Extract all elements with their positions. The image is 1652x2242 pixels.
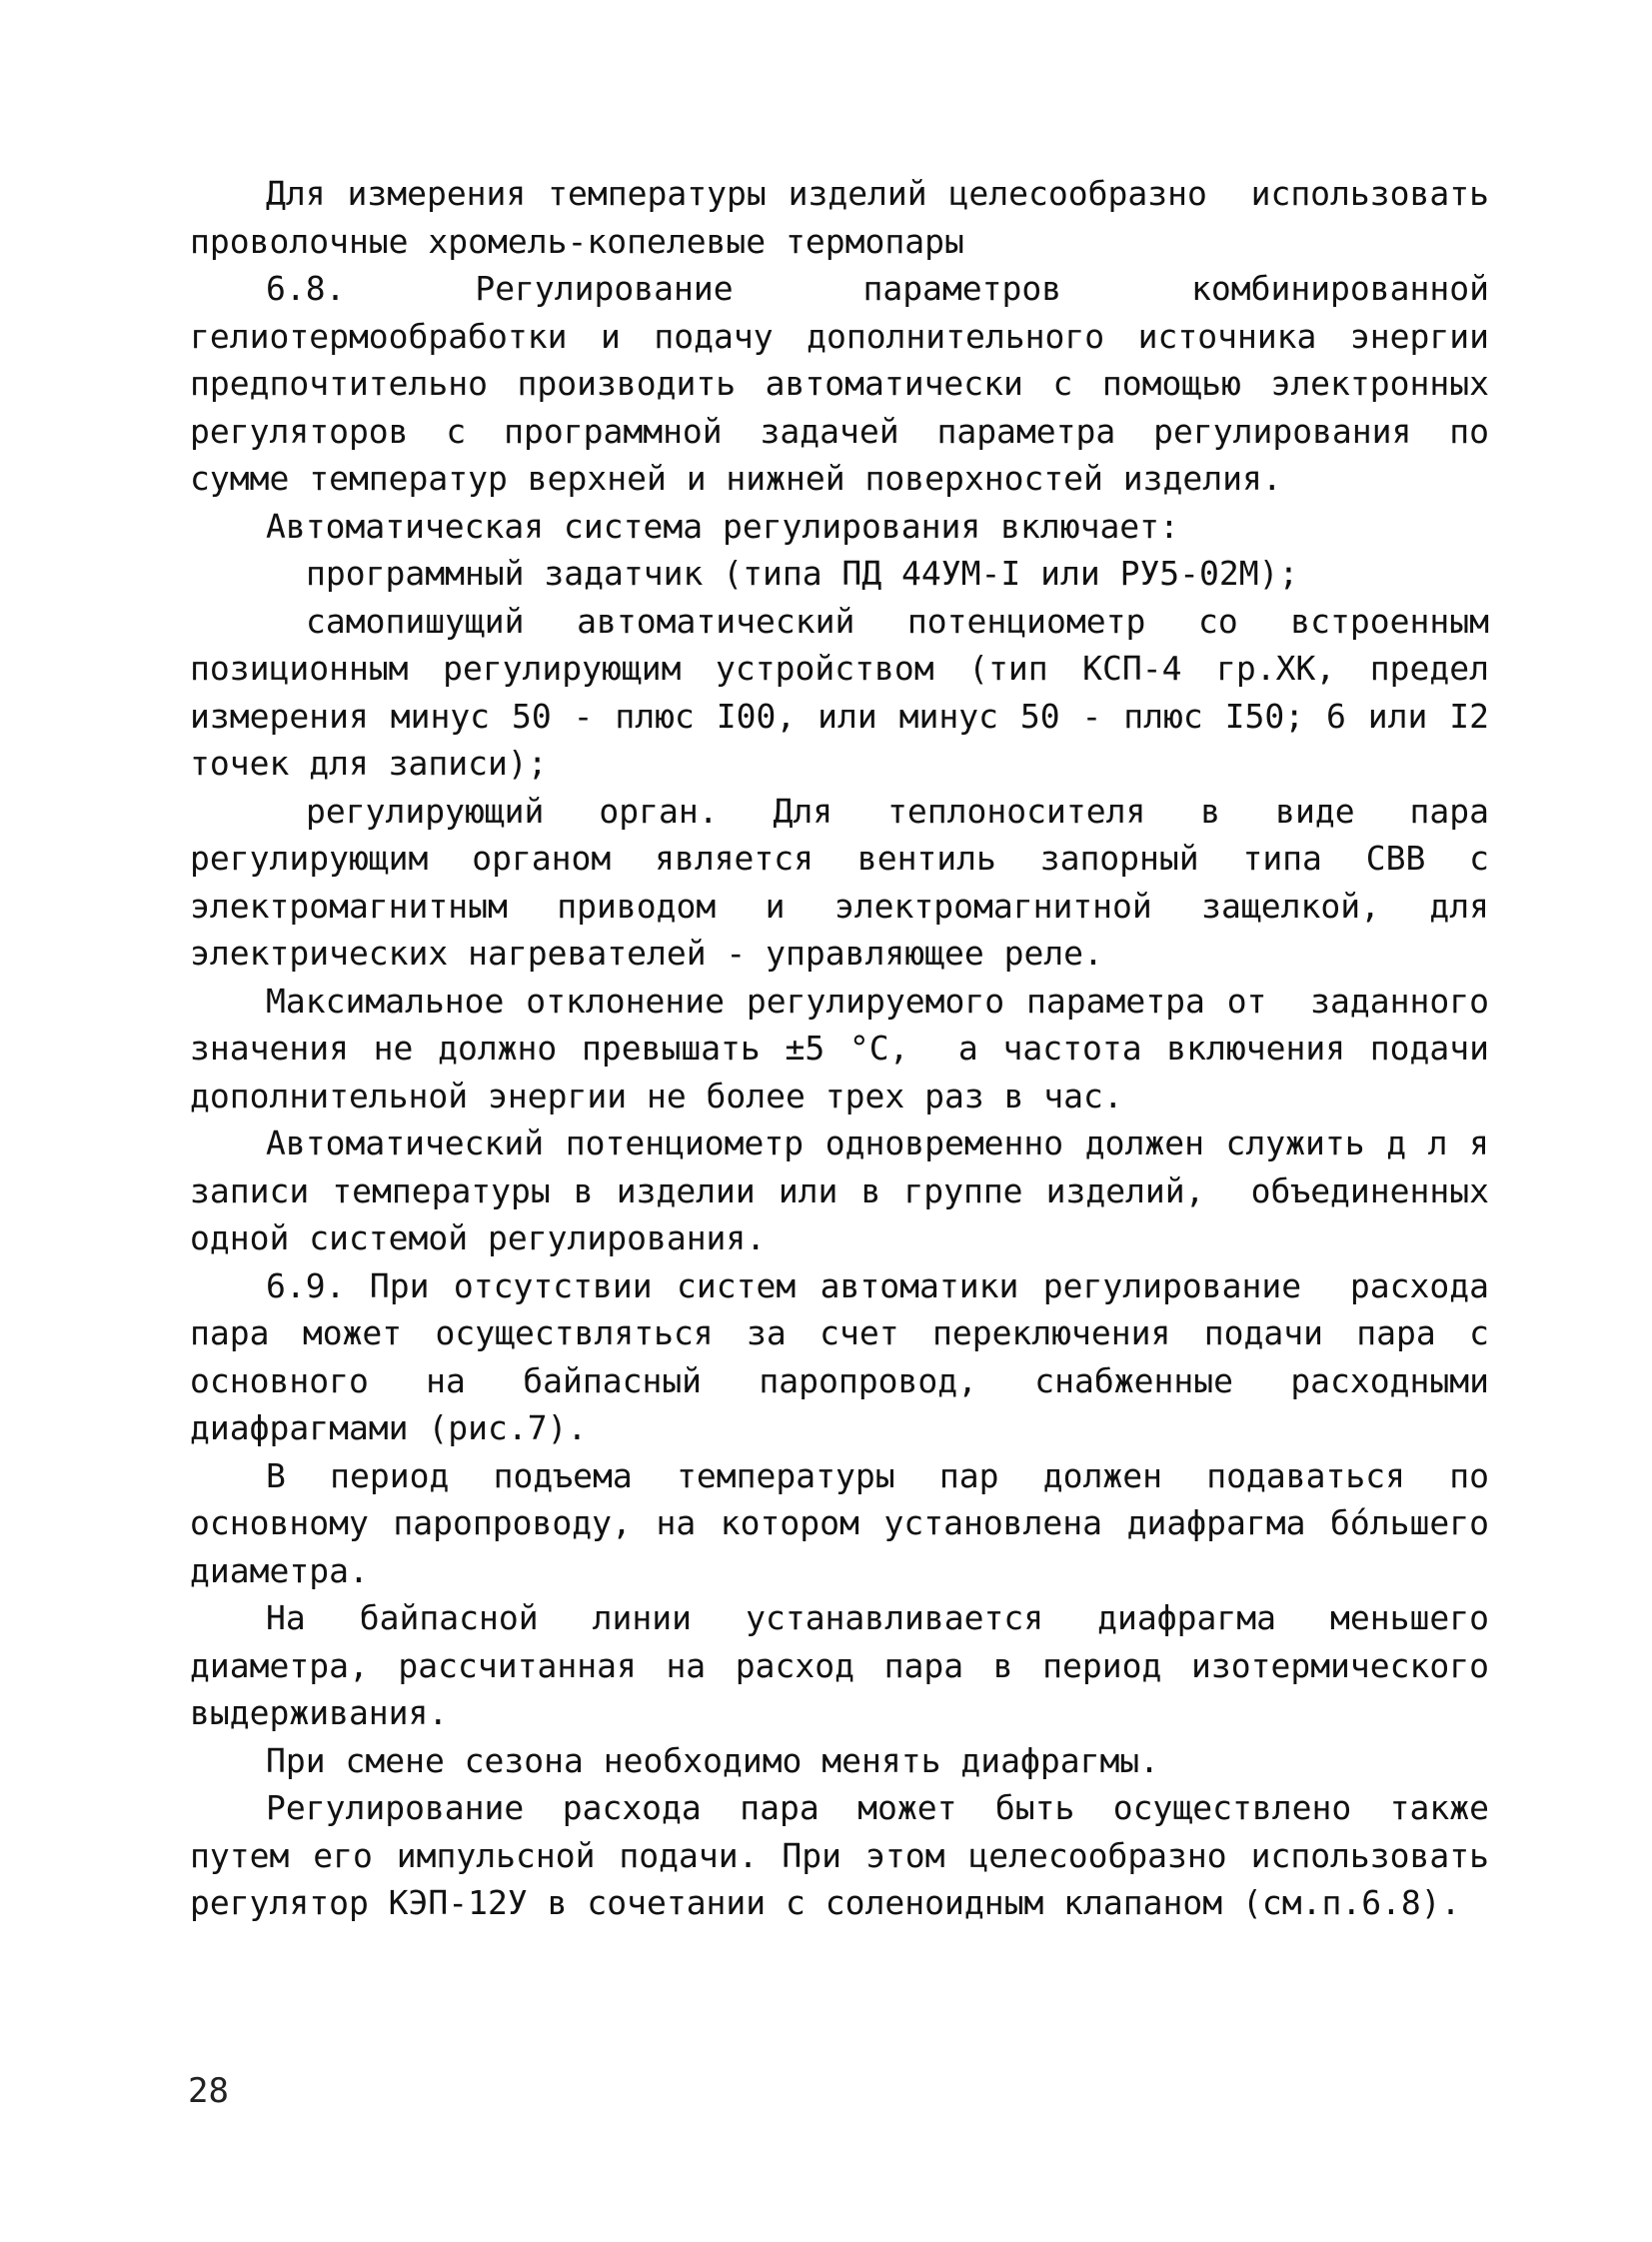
paragraph-auto-system: Автоматическая система регулирования включает:	[266, 506, 1179, 546]
paragraph-6-8: 6.8. Регулирование параметров комбинированной гелиотермообработки и подачу дополнительного источника энергии предпочтительно производить автоматически с помощью электронных регуляторов с программной задачей параметра регулирования по сумме температур верхней и нижней поверхностей изделия.	[190, 269, 1529, 498]
body-text	[190, 170, 1529, 1927]
paragraph-season-change: При смене сезона необходимо менять диафрагмы.	[266, 1740, 1160, 1780]
page-number: 28	[188, 2071, 229, 2111]
list-item-regulating-organ: регулирующий орган. Для теплоносителя в виде пара регулирующим органом является вентиль запорный типа СВВ с электромагнитным приводом и электромагнитной защелкой, для электрических нагревателей - управляющее реле.	[190, 791, 1529, 973]
paragraph-thermocouples: Для измерения температуры изделий целесообразно использовать проволочные хромель-копелевые термопары	[190, 174, 1509, 261]
paragraph-max-deviation: Максимальное отклонение регулируемого параметра от заданного значения не должно превышать ±5 °С, а частота включения подачи дополнительной энергии не более трех раз в час.	[190, 981, 1509, 1116]
paragraph-potentiometer-recording: Автоматический потенциометр одновременно должен служить д л я записи температуры в изделии или в группе изделий, объединенных одной системой регулирования.	[190, 1123, 1509, 1257]
list-item-programmer: программный задатчик (типа ПД 44УМ-I или РУ5-02М);	[306, 554, 1299, 593]
paragraph-impulse-feed: Регулирование расхода пара может быть осуществлено также путем его импульсной подачи. При этом целесообразно использовать регулятор КЭП-12У в сочетании с соленоидным клапаном (см.п.6.8).	[190, 1788, 1509, 1922]
paragraph-bypass-line: На байпасной линии устанавливается диафрагма меньшего диаметра, рассчитанная на расход пара в период изотермического выдерживания.	[190, 1598, 1529, 1732]
paragraph-heating-period: В период подъема температуры пар должен подаваться по основному паропроводу, на котором установлена диафрагма бо́льшего диаметра.	[190, 1455, 1509, 1590]
paragraph-6-9: 6.9. При отсутствии систем автоматики регулирование расхода пара может осуществляться за счет переключения подачи пара с основного на байпасный паропровод, снабженные расходными диафрагмами (рис.7).	[190, 1265, 1529, 1447]
list-item-potentiometer: самопишущий автоматический потенциометр со встроенным позиционным регулирующим устройством (тип КСП-4 гр.ХК, предел измерения минус 50 - плюс I00, или минус 50 - плюс I50; 6 или I2 точек для записи);	[190, 601, 1529, 783]
